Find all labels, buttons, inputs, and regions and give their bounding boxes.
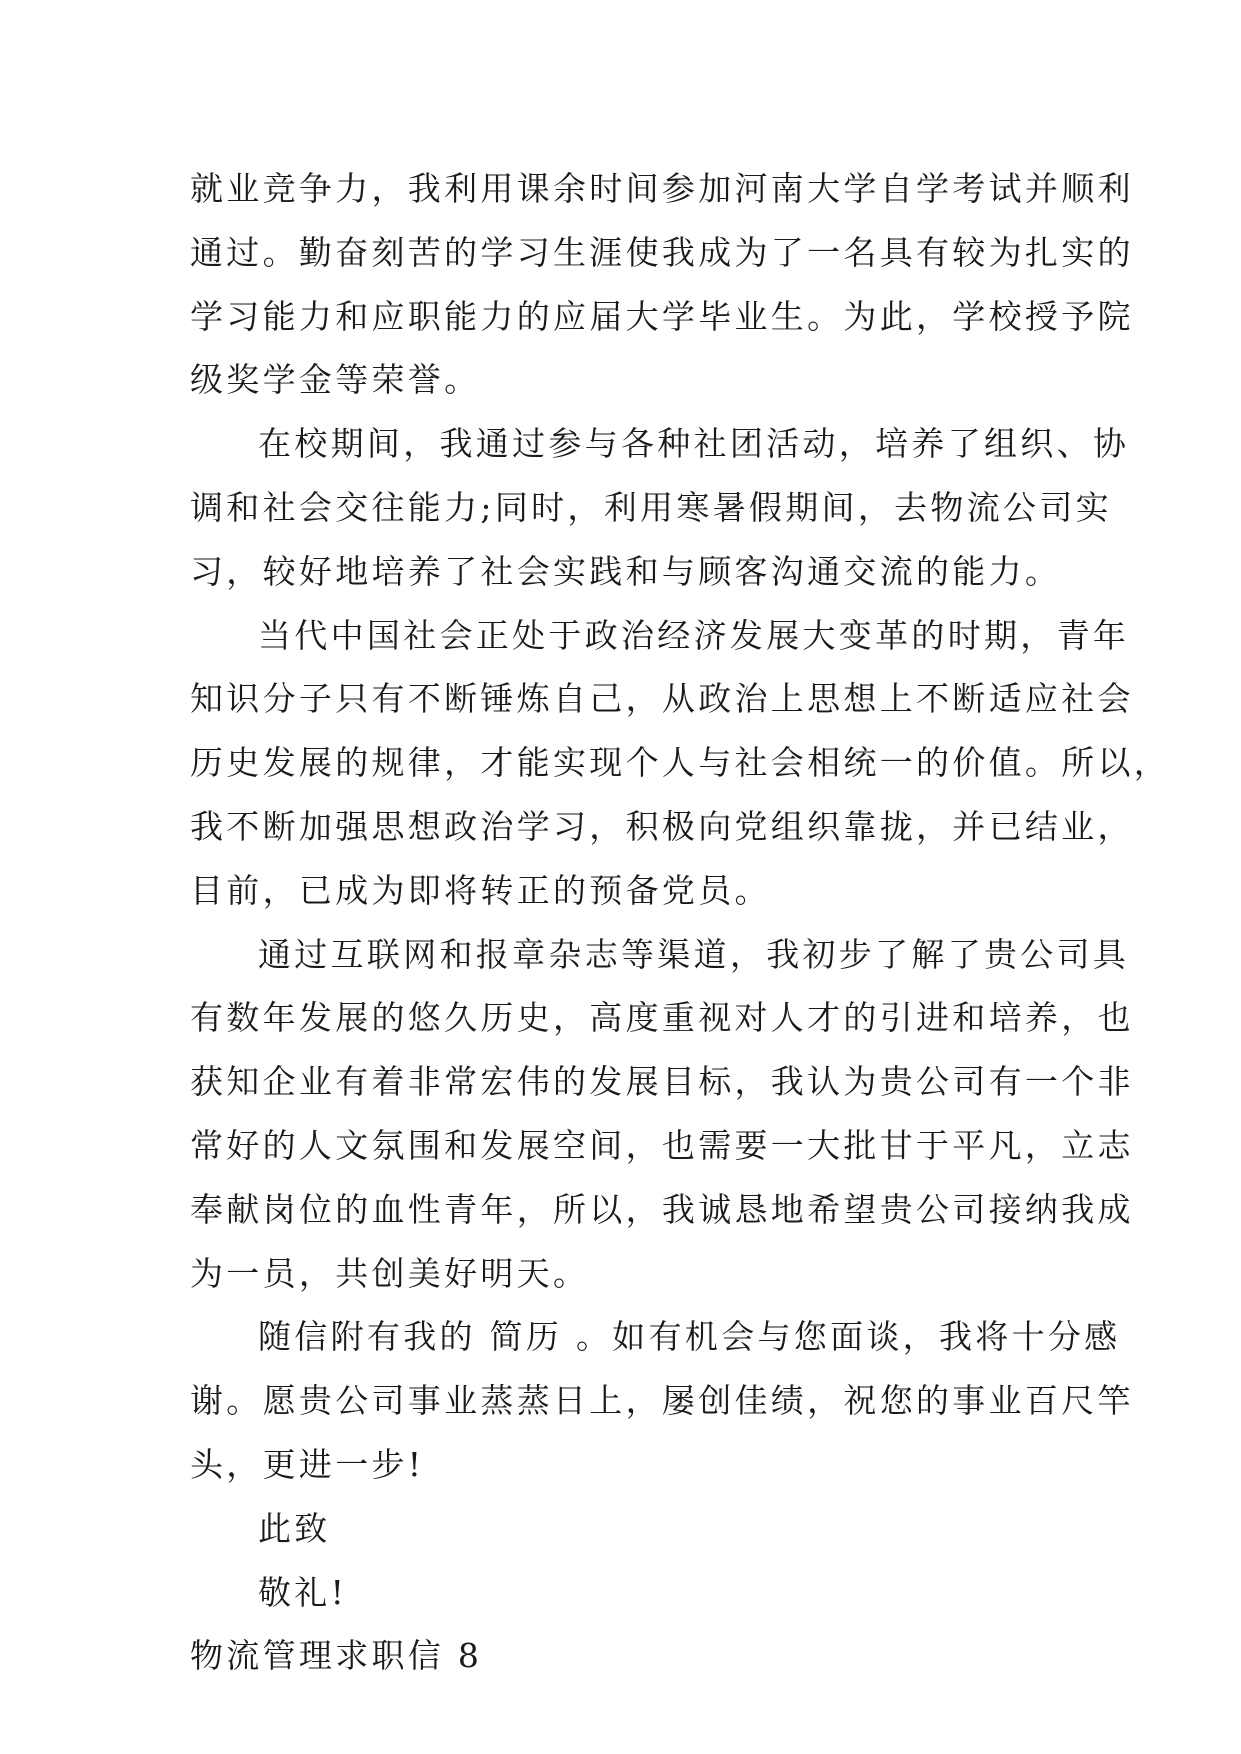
- text-line: 我不断加强思想政治学习，积极向党组织靠拢，并已结业，: [190, 806, 1134, 846]
- closing-regards: 敬礼!: [258, 1572, 348, 1612]
- text-line: 随信附有我的 简历 。如有机会与您面谈，我将十分感: [258, 1317, 1121, 1357]
- section-heading: 物流管理求职信 8: [190, 1636, 483, 1676]
- text-line: 知识分子只有不断锤炼自己，从政治上思想上不断适应社会: [190, 679, 1134, 719]
- text-line: 为一员，共创美好明天。: [190, 1253, 590, 1293]
- text-line: 头，更进一步!: [190, 1444, 425, 1484]
- text-line: 获知企业有着非常宏伟的发展目标，我认为贵公司有一个非: [190, 1062, 1134, 1102]
- text-line: 级奖学金等荣誉。: [190, 360, 481, 400]
- letter-body: [190, 157, 1171, 1688]
- text-line: 学习能力和应职能力的应届大学毕业生。为此，学校授予院: [190, 296, 1134, 336]
- text-line: 在校期间，我通过参与各种社团活动，培养了组织、协: [258, 424, 1130, 464]
- text-line: 就业竞争力，我利用课余时间参加河南大学自学考试并顺利: [190, 169, 1134, 208]
- text-line: 习，较好地培养了社会实践和与顾客沟通交流的能力。: [190, 551, 1062, 591]
- text-line: 谢。愿贵公司事业蒸蒸日上，屡创佳绩，祝您的事业百尺竿: [190, 1381, 1134, 1421]
- closing-salutation: 此致: [258, 1508, 331, 1548]
- text-line: 有数年发展的悠久历史，高度重视对人才的引进和培养，也: [190, 998, 1134, 1038]
- text-line: 当代中国社会正处于政治经济发展大变革的时期，青年: [258, 615, 1130, 655]
- text-line: 调和社会交往能力;同时，利用寒暑假期间，去物流公司实: [190, 487, 1112, 527]
- text-line: 通过。勤奋刻苦的学习生涯使我成为了一名具有较为扎实的: [190, 232, 1134, 272]
- text-line: 常好的人文氛围和发展空间，也需要一大批甘于平凡，立志: [190, 1125, 1134, 1165]
- text-line: 目前，已成为即将转正的预备党员。: [190, 870, 771, 910]
- text-line: 奉献岗位的血性青年，所以，我诚恳地希望贵公司接纳我成: [190, 1189, 1134, 1229]
- text-line: 通过互联网和报章杂志等渠道，我初步了解了贵公司具: [258, 934, 1130, 974]
- text-line: 历史发展的规律，才能实现个人与社会相统一的价值。所以，: [190, 743, 1171, 783]
